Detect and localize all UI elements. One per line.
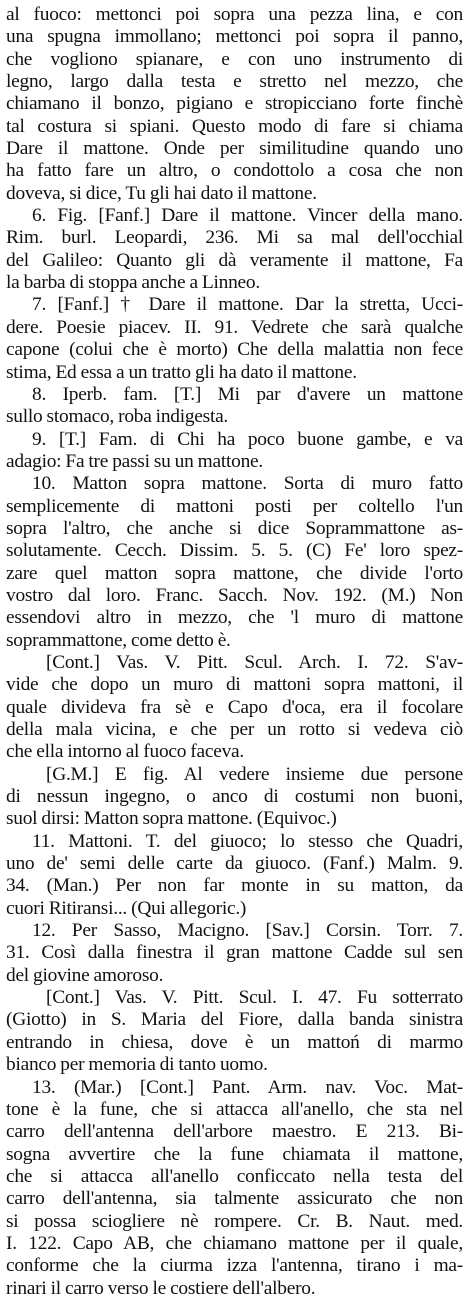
text-line: carro dell'antenna, sia talmente assicurato che non bbox=[6, 1188, 463, 1210]
text-line: stima, Ed essa a un tratto gli ha dato il mattone. bbox=[6, 361, 357, 383]
text-line: [Cont.] Vas. V. Pitt. Scul. Arch. I. 72. S'av- bbox=[46, 651, 463, 673]
text-line: rinari il carro verso le costiere dell'albero. bbox=[6, 1277, 316, 1299]
text-line: quale divideva fra sè e Capo d'oca, era il focolare bbox=[6, 696, 463, 718]
text-line: che si attacca all'anello conficcato nella testa del bbox=[6, 1165, 463, 1187]
text-line: (Giotto) in S. Maria del Fiore, dalla banda sinistra bbox=[6, 1009, 463, 1031]
text-line: sopra l'altro, che anche si dice Soprammattone as- bbox=[6, 517, 463, 539]
text-line: [Cont.] Vas. V. Pitt. Scul. I. 47. Fu sotterrato bbox=[46, 987, 463, 1009]
text-line: 31. Così dalla finestra il gran mattone Cadde sul sen bbox=[6, 942, 463, 964]
text-line: cuori Ritiransi... (Qui allegoric.) bbox=[6, 897, 247, 919]
text-line: che ella intorno al fuoco faceva. bbox=[6, 741, 244, 763]
text-line: conforme che la ciurma izza l'antenna, tirano i ma- bbox=[6, 1255, 463, 1277]
text-line: 10. Matton sopra mattone. Sorta di muro fatto bbox=[32, 473, 463, 495]
text-line: 34. (Man.) Per non far monte in su matton, da bbox=[6, 875, 463, 897]
text-line: entrando in chiesa, dove è un mattoń di marmo bbox=[6, 1031, 463, 1053]
text-line: sogna avvertire che la fune chiamata il mattone, bbox=[6, 1143, 463, 1165]
text-line: vide che dopo un muro di mattoni sopra mattoni, il bbox=[6, 674, 463, 696]
text-line: semplicemente di mattoni posti per coltello l'un bbox=[6, 495, 463, 517]
text-line: 7. [Fanf.] † Dare il mattone. Dar la stretta, Ucci- bbox=[32, 294, 463, 316]
text-line: tal costura si spiani. Questo modo di fare si chiama bbox=[6, 115, 463, 137]
text-line: suol dirsi: Matton sopra mattone. (Equivoc.) bbox=[6, 808, 337, 830]
text-line: Rim. burl. Leopardi, 236. Mi sa mal dell'occhial bbox=[6, 227, 463, 249]
text-line: 11. Mattoni. T. del giuoco; lo stesso che Quadri, bbox=[32, 830, 463, 852]
text-line: tone è la fune, che si attacca all'anello, che sta nel bbox=[6, 1098, 463, 1120]
text-line: solutamente. Cecch. Dissim. 5. 5. (C) Fe' loro spez- bbox=[6, 540, 463, 562]
text-line: [G.M.] E fig. Al vedere insieme due persone bbox=[46, 763, 463, 785]
text-line: una spugna immollano; mettonci poi sopra il panno, bbox=[6, 26, 463, 48]
text-line: capone (colui che è morto) Che della malattia non fece bbox=[6, 339, 463, 361]
text-line: legno, largo dalla testa e stretto nel mezzo, che bbox=[6, 71, 463, 93]
text-line: della mala vicina, e che per un rotto si vedeva ciò bbox=[6, 719, 463, 740]
text-line: 12. Per Sasso, Macigno. [Sav.] Corsin. Torr. 7. bbox=[32, 920, 463, 942]
text-line: vostro dal loro. Franc. Sacch. Nov. 192. (M.) Non bbox=[6, 584, 463, 606]
text-line: che vogliono spianare, e con uno instrumento di bbox=[6, 48, 463, 70]
text-line: 8. Iperb. fam. [T.] Mi par d'avere un mattone bbox=[32, 383, 463, 405]
text-line: del giovine amoroso. bbox=[6, 964, 164, 986]
text-line: 9. [T.] Fam. di Chi ha poco buone gambe, e va bbox=[32, 428, 463, 450]
text-line: si possa sciogliere nè rompere. Cr. B. Naut. med. bbox=[6, 1210, 463, 1232]
text-line: di nessun ingegno, o anco di costumi non buoni, bbox=[6, 786, 463, 808]
text-line: la barba di stoppa anche a Linneo. bbox=[6, 272, 260, 294]
text-line: zare quel matton sopra mattone, che divide l'orto bbox=[6, 562, 463, 584]
text-line: sullo stomaco, roba indigesta. bbox=[6, 406, 229, 428]
text-line: carro dell'antenna dell'arbore maestro. E 213. Bi- bbox=[6, 1121, 463, 1143]
text-line: chiamano il bonzo, pigiano e stropicciano forte finchè bbox=[6, 93, 463, 115]
text-line: 6. Fig. [Fanf.] Dare il mattone. Vincer della mano. bbox=[32, 205, 463, 227]
text-line: doveva, si dice, Tu gli hai dato il mattone. bbox=[6, 182, 317, 204]
text-line: dere. Poesie piacev. II. 91. Vedrete che sarà qualche bbox=[6, 316, 463, 338]
text-line: essendovi altro in mezzo, che 'l muro di mattone bbox=[6, 607, 463, 629]
text-line: bianco per memoria di tanto uomo. bbox=[6, 1054, 268, 1076]
text-line: uno de' semi delle carte da giuoco. (Fanf.) Malm. 9. bbox=[6, 853, 463, 875]
text-line: del Galileo: Quanto gli dà veramente il mattone, Fa bbox=[6, 249, 463, 271]
text-line: al fuoco: mettonci poi sopra una pezza lina, e con bbox=[6, 4, 463, 25]
text-line: Dare il mattone. Onde per similitudine quando uno bbox=[6, 138, 463, 160]
text-line: ha fatto fare un altro, o condottolo a cosa che non bbox=[6, 160, 463, 182]
text-line: 13. (Mar.) [Cont.] Pant. Arm. nav. Voc. Mat- bbox=[32, 1076, 463, 1098]
text-line: I. 122. Capo AB, che chiamano mattone per il quale, bbox=[6, 1232, 463, 1254]
text-line: adagio: Fa tre passi su un mattone. bbox=[6, 450, 263, 472]
text-line: soprammattone, come detto è. bbox=[6, 629, 231, 651]
